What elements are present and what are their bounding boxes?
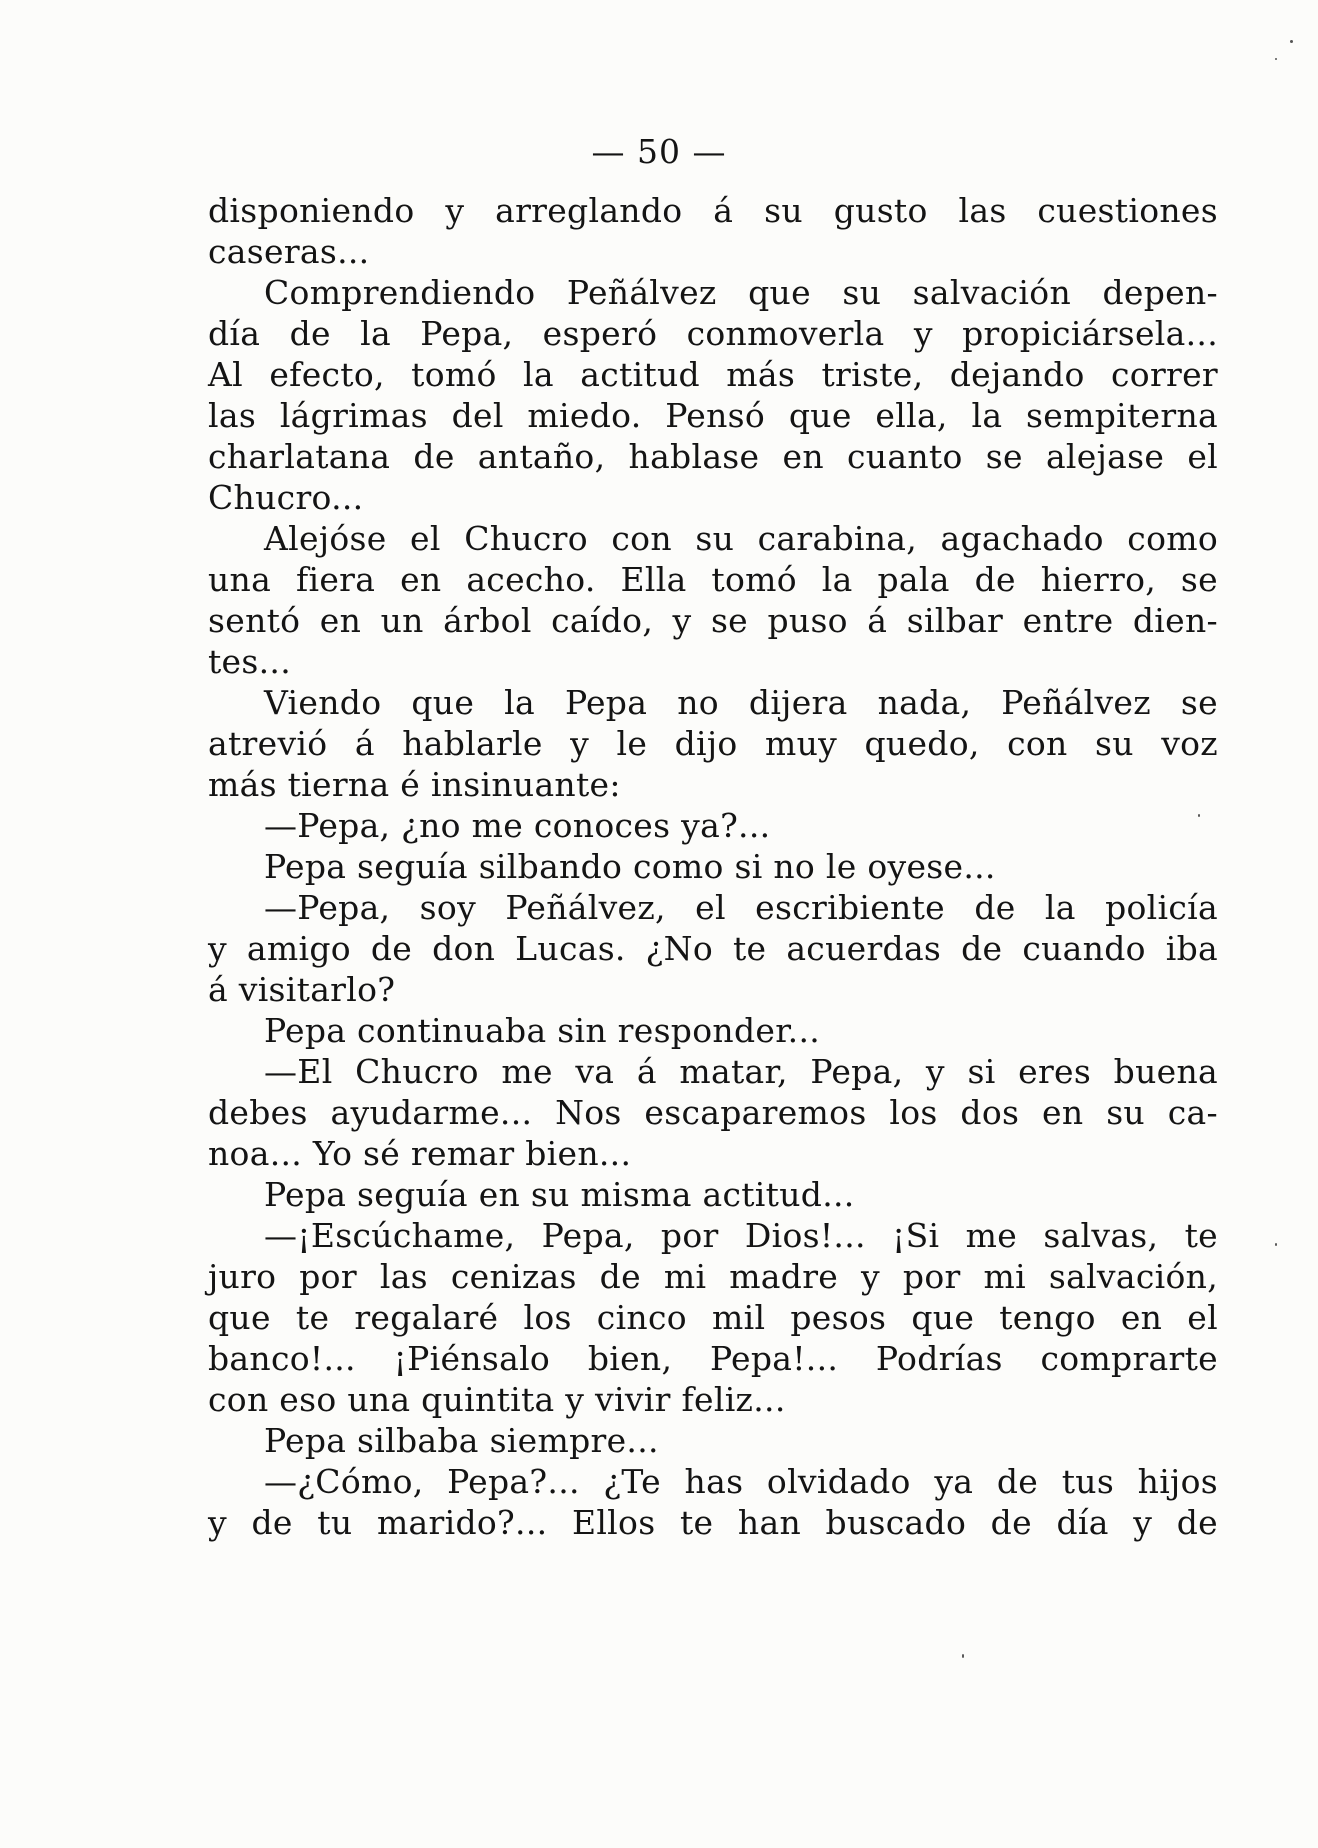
- text-line: sentó en un árbol caído, y se puso á silbar entre dien-: [208, 601, 1218, 640]
- text-line: Viendo que la Pepa no dijera nada, Peñálvez se: [264, 683, 1218, 722]
- text-line: —¡Escúchame, Pepa, por Dios!... ¡Si me salvas, te: [264, 1216, 1218, 1255]
- page-number: — 50 —: [591, 132, 727, 171]
- text-line: Pepa seguía silbando como si no le oyese...: [264, 847, 996, 886]
- text-line: Al efecto, tomó la actitud más triste, dejando correr: [208, 355, 1218, 394]
- text-line: debes ayudarme... Nos escaparemos los dos en su ca-: [208, 1093, 1218, 1132]
- text-line: —Pepa, ¿no me conoces ya?...: [264, 806, 771, 845]
- text-line: —Pepa, soy Peñálvez, el escribiente de la policía: [264, 888, 1218, 927]
- text-line: Pepa continuaba sin responder...: [264, 1011, 821, 1050]
- paper-speck: [1275, 1243, 1277, 1246]
- paper-speck: [1198, 814, 1200, 817]
- text-line: día de la Pepa, esperó conmoverla y propiciársela...: [208, 314, 1218, 353]
- text-line: noa... Yo sé remar bien...: [208, 1134, 632, 1173]
- text-line: —¿Cómo, Pepa?... ¿Te has olvidado ya de tus hijos: [264, 1462, 1218, 1501]
- text-line: charlatana de antaño, hablase en cuanto se alejase el: [208, 437, 1218, 476]
- body-text: [208, 190, 1218, 1543]
- text-line: caseras...: [208, 232, 370, 271]
- text-line: Chucro...: [208, 478, 364, 517]
- text-line: juro por las cenizas de mi madre y por mi salvación,: [208, 1257, 1218, 1296]
- text-line: Comprendiendo Peñálvez que su salvación depen-: [264, 273, 1218, 312]
- text-line: disponiendo y arreglando á su gusto las cuestiones: [208, 191, 1218, 230]
- text-line: más tierna é insinuante:: [208, 765, 621, 804]
- text-line: Pepa seguía en su misma actitud...: [264, 1175, 855, 1214]
- text-line: una fiera en acecho. Ella tomó la pala de hierro, se: [208, 560, 1218, 599]
- text-line: y de tu marido?... Ellos te han buscado de día y de: [208, 1503, 1218, 1542]
- text-line: banco!... ¡Piénsalo bien, Pepa!... Podrías comprarte: [208, 1339, 1218, 1378]
- text-line: Alejóse el Chucro con su carabina, agachado como: [264, 519, 1218, 558]
- text-line: que te regalaré los cinco mil pesos que tengo en el: [208, 1298, 1218, 1337]
- paper-speck: [1290, 40, 1293, 43]
- text-line: á visitarlo?: [208, 970, 396, 1009]
- text-line: Pepa silbaba siempre...: [264, 1421, 659, 1460]
- text-line: las lágrimas del miedo. Pensó que ella, la sempiterna: [208, 396, 1218, 435]
- text-line: y amigo de don Lucas. ¿No te acuerdas de cuando iba: [208, 929, 1218, 968]
- text-line: tes...: [208, 642, 291, 681]
- text-line: —El Chucro me va á matar, Pepa, y si eres buena: [264, 1052, 1218, 1091]
- text-line: con eso una quintita y vivir feliz...: [208, 1380, 786, 1419]
- text-line: atrevió á hablarle y le dijo muy quedo, con su voz: [208, 724, 1218, 763]
- paper-speck: [1275, 58, 1277, 60]
- paper-speck: [962, 1654, 964, 1658]
